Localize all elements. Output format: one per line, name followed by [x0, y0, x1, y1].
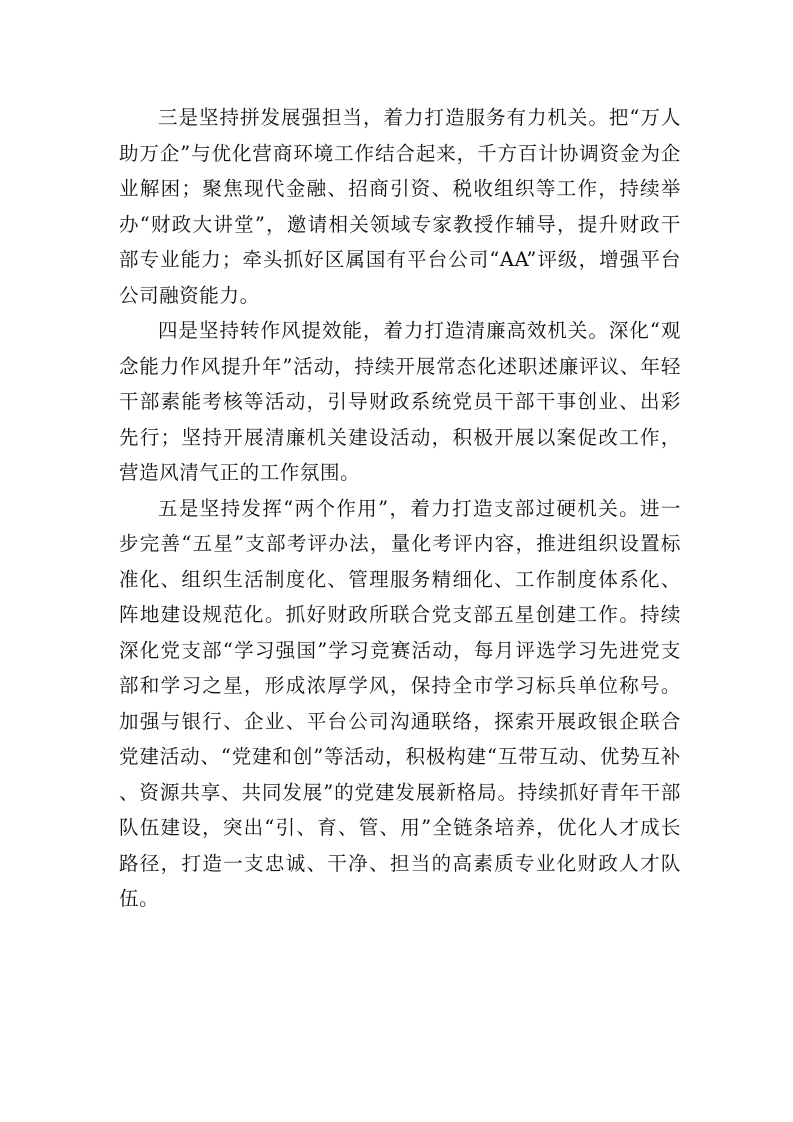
paragraph-3-service-organ: 三是坚持拼发展强担当，着力打造服务有力机关。把“万人助万企”与优化营商环境工作结合起来，千方百计协调资金为企业解困；聚焦现代金融、招商引资、税收组织等工作，持续举办“财政大讲堂”，邀请相关领域专家教授作辅导，提升财政干部专业能力；牵头抓好区属国有平台公司“AA”评级，增强平台公司融资能力。 — [119, 106, 681, 307]
paragraph-4-clean-efficient-organ: 四是坚持转作风提效能，着力打造清廉高效机关。深化“观念能力作风提升年”活动，持续开展常态化述职述廉评议、年轻干部素能考核等活动，引导财政系统党员干部干事创业、出彩先行；坚持开展清廉机关建设活动，积极开展以案促改工作，营造风清气正的工作氛围。 — [119, 319, 681, 484]
paragraph-5-strong-branch-organ: 五是坚持发挥“两个作用”，着力打造支部过硬机关。进一步完善“五星”支部考评办法，量化考评内容，推进组织设置标准化、组织生活制度化、管理服务精细化、工作制度体系化、阵地建设规范化。抓好财政所联合党支部五星创建工作。持续深化党支部“学习强国”学习竞赛活动，每月评选学习先进党支部和学习之星，形成浓厚学风，保持全市学习标兵单位称号。加强与银行、企业、平台公司沟通联络，探索开展政银企联合党建活动、“党建和创”等活动，积极构建“互带互动、优势互补、资源共享、共同发展”的党建发展新格局。持续抓好青年干部队伍建设，突出“引、育、管、用”全链条培养，优化人才成长路径，打造一支忠诚、干净、担当的高素质专业化财政人才队伍。 — [119, 496, 681, 910]
document-body — [119, 100, 681, 917]
